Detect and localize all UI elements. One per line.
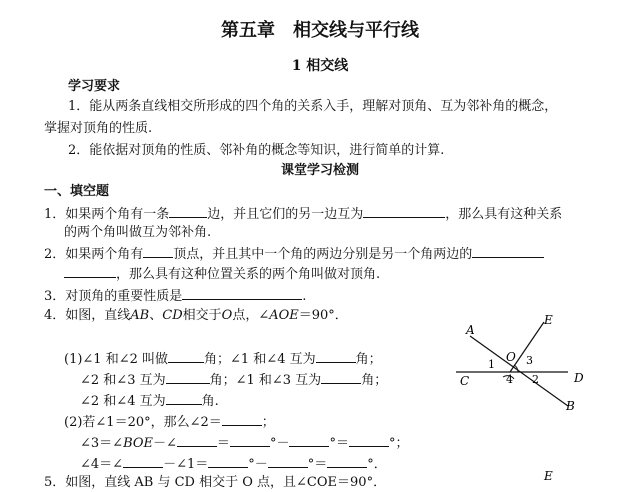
blank[interactable] [316, 349, 356, 363]
label-o: O [506, 350, 516, 364]
question-5-partial: 5．如图，直线 AB 与 CD 相交于 O 点，且∠COE＝90°． [44, 475, 387, 490]
requirement-1-line-1: 1．能从两条直线相交所形成的四个角的关系入手，理解对顶角、互为邻补角的概念， [68, 99, 558, 114]
blank[interactable] [268, 454, 308, 468]
angle-3-label: 3 [526, 354, 533, 367]
next-figure-label-e: E [544, 469, 553, 483]
angle-1-label: 1 [488, 358, 495, 371]
requirements-heading: 学习要求 [68, 79, 121, 94]
blank[interactable] [169, 204, 207, 218]
blank[interactable] [472, 244, 544, 258]
blank[interactable] [349, 433, 389, 447]
blank[interactable] [177, 433, 217, 447]
question-4-part-2-line-2: ∠3＝∠BOE－∠ ＝ °－ °＝ °； [80, 433, 408, 453]
question-4-part-2-line-1: (2)若∠1＝20°，那么∠2＝ ； [64, 412, 275, 432]
label-a: A [466, 323, 475, 337]
label-c: C [460, 374, 470, 388]
question-4-part-1-line-2: ∠2 和∠3 互为 角；∠1 和∠3 互为 角； [80, 370, 387, 390]
intersecting-lines-figure [448, 314, 608, 484]
blank[interactable] [143, 244, 173, 258]
label-b: B [566, 399, 575, 413]
line-ab [470, 336, 568, 406]
question-4-part-1-line-1: (1)∠1 和∠2 叫做 角；∠1 和∠4 互为 角； [64, 349, 382, 369]
question-1-line-1: 1．如果两个角有一条 边，并且它们的另一边互为 ，那么具有这种关系 [44, 204, 562, 224]
question-4-part-1-line-3: ∠2 和∠4 互为 角. [80, 391, 219, 411]
blank[interactable] [166, 370, 210, 384]
section-title: 1 相交线 [291, 58, 349, 74]
chapter-title: 第五章 相交线与平行线 [221, 20, 419, 41]
question-2-line-2: ，那么具有这种位置关系的两个角叫做对顶角. [64, 264, 380, 284]
classroom-check-heading: 课堂学习检测 [280, 163, 359, 178]
question-3: 3．对顶角的重要性质是 . [44, 286, 306, 306]
blank[interactable] [289, 433, 329, 447]
angle-4-label: 4 [506, 373, 513, 386]
question-4: 4．如图，直线AB、CD相交于O点，∠AOE＝90°． [44, 308, 348, 323]
label-e: E [544, 314, 553, 327]
blank[interactable] [208, 454, 248, 468]
question-4-part-2-line-3: ∠4＝∠ －∠1＝ °－ °＝ °． [80, 454, 387, 474]
part-1-heading: 一、填空题 [44, 184, 110, 199]
blank[interactable] [230, 433, 270, 447]
angle-2-label: 2 [532, 373, 539, 386]
label-d: D [574, 371, 584, 385]
requirement-2: 2．能依据对顶角的性质、邻补角的概念等知识，进行简单的计算. [68, 143, 445, 158]
blank[interactable] [363, 204, 445, 218]
question-1-line-2: 的两个角叫做互为邻补角. [64, 225, 212, 240]
blank[interactable] [168, 349, 204, 363]
question-2-line-1: 2．如果两个角有 顶点，并且其中一个角的两边分别是另一个角两边的 [44, 244, 544, 264]
blank[interactable] [327, 454, 367, 468]
blank[interactable] [123, 454, 163, 468]
blank[interactable] [64, 264, 116, 278]
blank[interactable] [321, 370, 361, 384]
requirement-1-line-2: 掌握对顶角的性质. [44, 121, 153, 136]
blank[interactable] [166, 391, 202, 405]
blank[interactable] [222, 412, 262, 426]
blank[interactable] [182, 286, 302, 300]
